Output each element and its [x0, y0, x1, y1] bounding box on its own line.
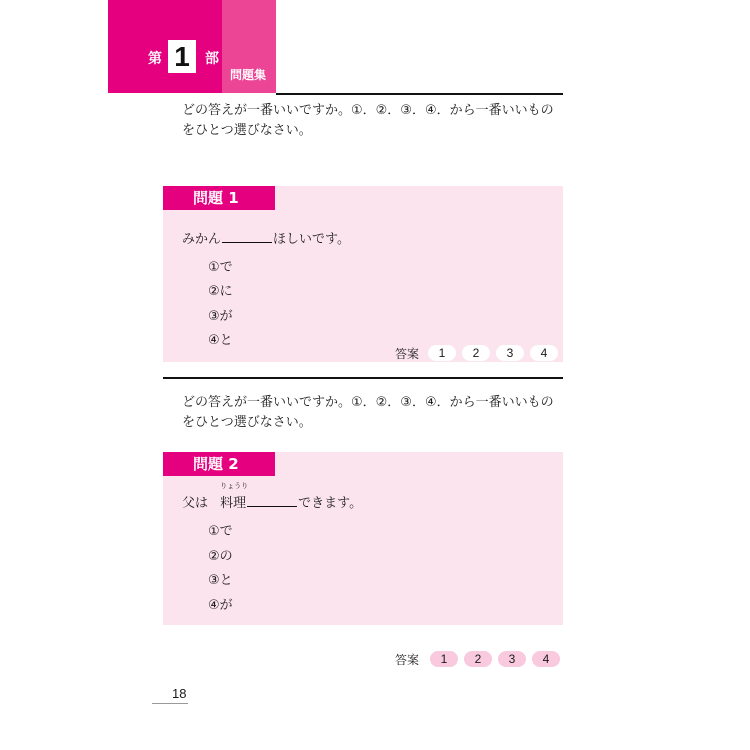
answer-choice[interactable]: 2 — [462, 345, 490, 361]
part-header-tab — [108, 0, 222, 93]
option: ②の — [208, 549, 233, 564]
question-label: 問題 2 — [163, 452, 275, 476]
answer-label: 答案 — [395, 347, 420, 361]
ruby-reading: りょうり — [220, 482, 249, 490]
question-stem — [182, 228, 350, 247]
part-prefix: 第 — [148, 51, 162, 67]
divider-rule — [163, 377, 563, 379]
instructions — [182, 101, 562, 141]
page-number: 18 — [172, 686, 187, 701]
answer-choice[interactable]: 4 — [530, 345, 558, 361]
stem-word: 料理 — [220, 496, 247, 511]
divider-rule — [276, 93, 563, 95]
section-title: 問題集 — [230, 68, 267, 82]
question-label: 問題 1 — [163, 186, 275, 210]
instructions-line: どの答えが一番いいですか。①．②．③．④．から一番いいもの — [182, 103, 554, 118]
stem-text: みかん — [182, 232, 222, 247]
stem-text: 父は — [182, 496, 209, 511]
option: ③と — [208, 573, 233, 588]
answer-choice[interactable]: 3 — [498, 651, 526, 667]
stem-text: ほしいです。 — [273, 232, 350, 247]
option: ③が — [208, 309, 233, 324]
answer-blank — [247, 494, 297, 507]
answer-choice[interactable]: 4 — [532, 651, 560, 667]
instructions-line: をひとつ選びなさい。 — [182, 123, 312, 138]
option: ①で — [208, 524, 233, 539]
instructions — [182, 393, 562, 433]
part-number: 1 — [174, 41, 190, 72]
page-number-underline — [152, 703, 188, 704]
question-stem — [182, 482, 363, 511]
ruby-word — [220, 482, 249, 511]
instructions-line: をひとつ選びなさい。 — [182, 415, 312, 430]
instructions-line: どの答えが一番いいですか。①．②．③．④．から一番いいもの — [182, 395, 554, 410]
answer-blank — [222, 230, 272, 243]
option: ②に — [208, 284, 233, 299]
answer-choice[interactable]: 1 — [430, 651, 458, 667]
option: ④と — [208, 333, 233, 348]
answer-choice[interactable]: 1 — [428, 345, 456, 361]
answer-choice[interactable]: 3 — [496, 345, 524, 361]
option: ④が — [208, 598, 233, 613]
option: ①で — [208, 260, 233, 275]
part-suffix: 部 — [205, 51, 219, 67]
stem-text: できます。 — [298, 496, 363, 511]
answer-label: 答案 — [395, 653, 420, 667]
answer-choice[interactable]: 2 — [464, 651, 492, 667]
